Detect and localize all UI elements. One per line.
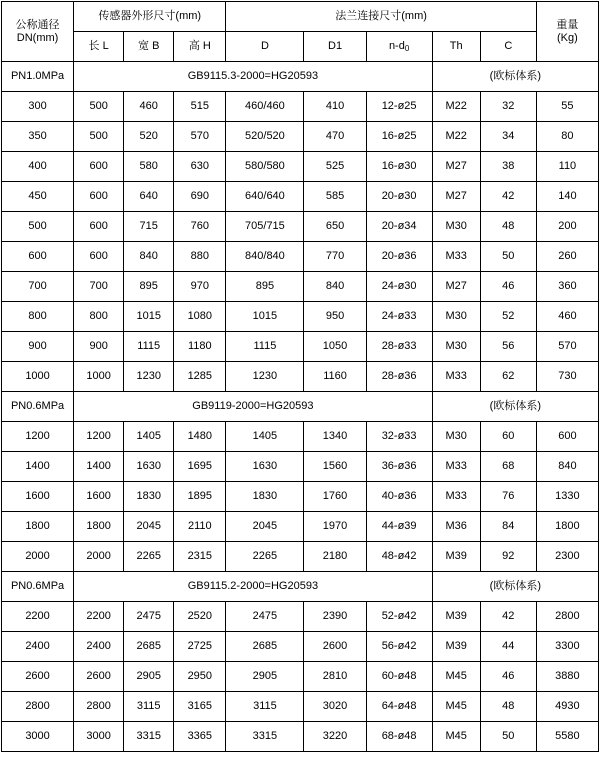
- table-cell: M39: [432, 542, 480, 572]
- table-cell: 525: [304, 152, 366, 182]
- table-cell: 56: [480, 332, 536, 362]
- table-cell: 460/460: [226, 92, 304, 122]
- cell-dn: 2200: [2, 602, 74, 632]
- group-standard-label: GB9115.3-2000=HG20593: [74, 62, 433, 92]
- table-cell: 1015: [226, 302, 304, 332]
- table-row: [2, 302, 599, 332]
- table-cell: 16-ø30: [366, 152, 432, 182]
- table-cell: 52: [480, 302, 536, 332]
- header-dn-line1: 公称通径: [15, 18, 60, 31]
- table-cell: 44: [480, 632, 536, 662]
- table-cell: 3000: [74, 722, 124, 752]
- cell-dn: 450: [2, 182, 74, 212]
- table-cell: 2905: [124, 662, 174, 692]
- table-cell: 880: [174, 242, 226, 272]
- cell-dn: 500: [2, 212, 74, 242]
- table-cell: 2265: [226, 542, 304, 572]
- table-cell: 1480: [174, 422, 226, 452]
- group-pressure-label: PN0.6MPa: [2, 572, 74, 602]
- table-cell: M27: [432, 152, 480, 182]
- table-cell: 950: [304, 302, 366, 332]
- table-cell: 2045: [124, 512, 174, 542]
- table-cell: 2600: [304, 632, 366, 662]
- table-cell: 840/840: [226, 242, 304, 272]
- table-cell: 570: [536, 332, 598, 362]
- specification-table: [1, 1, 599, 752]
- table-cell: 3880: [536, 662, 598, 692]
- table-cell: 68-ø48: [366, 722, 432, 752]
- cell-dn: 2400: [2, 632, 74, 662]
- table-cell: 2810: [304, 662, 366, 692]
- table-cell: M22: [432, 92, 480, 122]
- header-weight-line2: (Kg): [557, 31, 578, 44]
- table-cell: 3115: [226, 692, 304, 722]
- table-row: [2, 242, 599, 272]
- header-group-flange: 法兰连接尺寸(mm): [226, 2, 536, 32]
- table-cell: 840: [536, 452, 598, 482]
- table-cell: 46: [480, 662, 536, 692]
- table-cell: 2180: [304, 542, 366, 572]
- table-cell: 32-ø33: [366, 422, 432, 452]
- table-cell: 640: [124, 182, 174, 212]
- header-d1: D1: [304, 32, 366, 62]
- table-cell: 2300: [536, 542, 598, 572]
- table-cell: 24-ø30: [366, 272, 432, 302]
- cell-dn: 1800: [2, 512, 74, 542]
- table-cell: M33: [432, 482, 480, 512]
- table-cell: 2000: [74, 542, 124, 572]
- table-cell: 3300: [536, 632, 598, 662]
- table-cell: 110: [536, 152, 598, 182]
- table-cell: 760: [174, 212, 226, 242]
- table-cell: 1560: [304, 452, 366, 482]
- table-header: [2, 2, 599, 62]
- table-row: [2, 362, 599, 392]
- header-weight-line1: 重量: [556, 18, 579, 31]
- table-cell: 600: [74, 212, 124, 242]
- table-cell: 630: [174, 152, 226, 182]
- group-standard-label: GB9119-2000=HG20593: [74, 392, 433, 422]
- cell-dn: 350: [2, 122, 74, 152]
- table-cell: 2685: [226, 632, 304, 662]
- table-cell: 16-ø25: [366, 122, 432, 152]
- table-cell: M27: [432, 182, 480, 212]
- table-row: [2, 542, 599, 572]
- table-cell: 840: [304, 272, 366, 302]
- cell-dn: 1400: [2, 452, 74, 482]
- table-cell: 2110: [174, 512, 226, 542]
- table-cell: 520: [124, 122, 174, 152]
- table-row: [2, 92, 599, 122]
- table-cell: M22: [432, 122, 480, 152]
- table-row: [2, 452, 599, 482]
- table-row: [2, 332, 599, 362]
- table-cell: M45: [432, 722, 480, 752]
- table-cell: 50: [480, 722, 536, 752]
- table-cell: 580: [124, 152, 174, 182]
- table-cell: 1405: [124, 422, 174, 452]
- table-cell: 1830: [226, 482, 304, 512]
- table-cell: 640/640: [226, 182, 304, 212]
- table-cell: 1800: [536, 512, 598, 542]
- table-cell: 460: [536, 302, 598, 332]
- table-cell: 3165: [174, 692, 226, 722]
- table-cell: 2950: [174, 662, 226, 692]
- table-cell: 1600: [74, 482, 124, 512]
- table-row: [2, 182, 599, 212]
- table-cell: M27: [432, 272, 480, 302]
- cell-dn: 700: [2, 272, 74, 302]
- table-cell: M33: [432, 452, 480, 482]
- table-cell: 730: [536, 362, 598, 392]
- table-cell: 410: [304, 92, 366, 122]
- table-cell: 2685: [124, 632, 174, 662]
- table-cell: 48: [480, 692, 536, 722]
- table-cell: 24-ø33: [366, 302, 432, 332]
- header-th: Th: [432, 32, 480, 62]
- table-cell: 2520: [174, 602, 226, 632]
- table-cell: 12-ø25: [366, 92, 432, 122]
- table-cell: 1080: [174, 302, 226, 332]
- group-pressure-label: PN1.0MPa: [2, 62, 74, 92]
- table-cell: 500: [74, 92, 124, 122]
- table-cell: 1200: [74, 422, 124, 452]
- table-cell: 5580: [536, 722, 598, 752]
- table-cell: 520/520: [226, 122, 304, 152]
- header-length: 长 L: [74, 32, 124, 62]
- cell-dn: 1200: [2, 422, 74, 452]
- table-row: [2, 632, 599, 662]
- cell-dn: 1600: [2, 482, 74, 512]
- table-cell: M45: [432, 692, 480, 722]
- table-cell: 2905: [226, 662, 304, 692]
- table-cell: 1285: [174, 362, 226, 392]
- table-cell: 55: [536, 92, 598, 122]
- table-cell: M45: [432, 662, 480, 692]
- table-cell: 1340: [304, 422, 366, 452]
- table-cell: 28-ø33: [366, 332, 432, 362]
- table-cell: M39: [432, 632, 480, 662]
- cell-dn: 800: [2, 302, 74, 332]
- table-row: [2, 122, 599, 152]
- table-row: [2, 212, 599, 242]
- table-cell: 570: [174, 122, 226, 152]
- table-cell: 900: [74, 332, 124, 362]
- table-cell: 84: [480, 512, 536, 542]
- group-pressure-label: PN0.6MPa: [2, 392, 74, 422]
- table-cell: 360: [536, 272, 598, 302]
- table-cell: 895: [124, 272, 174, 302]
- table-cell: M30: [432, 332, 480, 362]
- table-cell: 470: [304, 122, 366, 152]
- table-cell: M39: [432, 602, 480, 632]
- table-cell: 42: [480, 182, 536, 212]
- table-cell: 48: [480, 212, 536, 242]
- table-cell: 1180: [174, 332, 226, 362]
- table-cell: 60-ø48: [366, 662, 432, 692]
- table-cell: 2800: [74, 692, 124, 722]
- table-row: [2, 512, 599, 542]
- table-cell: 1330: [536, 482, 598, 512]
- header-group-sensor: 传感器外形尺寸(mm): [74, 2, 226, 32]
- table-cell: 44-ø39: [366, 512, 432, 542]
- table-cell: 1895: [174, 482, 226, 512]
- table-cell: 1050: [304, 332, 366, 362]
- table-row: [2, 662, 599, 692]
- cell-dn: 2800: [2, 692, 74, 722]
- table-cell: 460: [124, 92, 174, 122]
- table-cell: 64-ø48: [366, 692, 432, 722]
- cell-dn: 3000: [2, 722, 74, 752]
- header-nd0-text: n-d: [388, 39, 405, 52]
- header-c: C: [480, 32, 536, 62]
- table-cell: 500: [74, 122, 124, 152]
- table-cell: 2200: [74, 602, 124, 632]
- table-cell: 1970: [304, 512, 366, 542]
- table-cell: 52-ø42: [366, 602, 432, 632]
- table-cell: 650: [304, 212, 366, 242]
- table-row: [2, 422, 599, 452]
- cell-dn: 600: [2, 242, 74, 272]
- table-cell: 40-ø36: [366, 482, 432, 512]
- table-cell: 32: [480, 92, 536, 122]
- table-cell: 1115: [226, 332, 304, 362]
- table-cell: 3315: [124, 722, 174, 752]
- table-cell: 1830: [124, 482, 174, 512]
- table-cell: 34: [480, 122, 536, 152]
- table-row: [2, 602, 599, 632]
- cell-dn: 1000: [2, 362, 74, 392]
- table-body: [2, 62, 599, 752]
- table-cell: 895: [226, 272, 304, 302]
- table-cell: 2475: [226, 602, 304, 632]
- cell-dn: 2600: [2, 662, 74, 692]
- table-cell: 2400: [74, 632, 124, 662]
- table-row: [2, 272, 599, 302]
- table-row: [2, 152, 599, 182]
- table-cell: 1015: [124, 302, 174, 332]
- table-cell: 62: [480, 362, 536, 392]
- table-cell: 3315: [226, 722, 304, 752]
- table-cell: 1630: [226, 452, 304, 482]
- table-cell: 600: [74, 182, 124, 212]
- table-cell: 56-ø42: [366, 632, 432, 662]
- table-cell: 600: [74, 152, 124, 182]
- table-cell: 200: [536, 212, 598, 242]
- group-header-row: [2, 62, 599, 92]
- table-cell: 1695: [174, 452, 226, 482]
- table-cell: 690: [174, 182, 226, 212]
- table-cell: 3020: [304, 692, 366, 722]
- table-cell: 42: [480, 602, 536, 632]
- table-cell: 1405: [226, 422, 304, 452]
- table-cell: 38: [480, 152, 536, 182]
- table-cell: 1760: [304, 482, 366, 512]
- cell-dn: 900: [2, 332, 74, 362]
- cell-dn: 300: [2, 92, 74, 122]
- table-cell: 2315: [174, 542, 226, 572]
- table-cell: 76: [480, 482, 536, 512]
- table-cell: 68: [480, 452, 536, 482]
- table-cell: M30: [432, 212, 480, 242]
- table-cell: 140: [536, 182, 598, 212]
- table-cell: 3115: [124, 692, 174, 722]
- table-cell: 2800: [536, 602, 598, 632]
- header-d: D: [226, 32, 304, 62]
- table-cell: 2045: [226, 512, 304, 542]
- group-system-label: (欧标体系): [432, 62, 598, 92]
- table-cell: M33: [432, 242, 480, 272]
- table-cell: 3220: [304, 722, 366, 752]
- header-width: 宽 B: [124, 32, 174, 62]
- group-standard-label: GB9115.2-2000=HG20593: [74, 572, 433, 602]
- table-cell: 970: [174, 272, 226, 302]
- table-cell: 50: [480, 242, 536, 272]
- table-cell: 770: [304, 242, 366, 272]
- table-cell: 48-ø42: [366, 542, 432, 572]
- table-cell: 700: [74, 272, 124, 302]
- table-cell: 515: [174, 92, 226, 122]
- table-cell: 715: [124, 212, 174, 242]
- table-cell: 1400: [74, 452, 124, 482]
- table-cell: 3365: [174, 722, 226, 752]
- table-row: [2, 692, 599, 722]
- table-cell: 2265: [124, 542, 174, 572]
- table-cell: 1160: [304, 362, 366, 392]
- table-cell: 800: [74, 302, 124, 332]
- table-cell: 840: [124, 242, 174, 272]
- header-dn-line2: DN(mm): [16, 31, 59, 44]
- table-cell: 1115: [124, 332, 174, 362]
- table-cell: 1230: [226, 362, 304, 392]
- table-cell: 580/580: [226, 152, 304, 182]
- table-cell: 2475: [124, 602, 174, 632]
- table-cell: M36: [432, 512, 480, 542]
- table-cell: 1000: [74, 362, 124, 392]
- table-cell: 1800: [74, 512, 124, 542]
- table-cell: 585: [304, 182, 366, 212]
- table-cell: 600: [74, 242, 124, 272]
- table-row: [2, 482, 599, 512]
- header-height: 高 H: [174, 32, 226, 62]
- group-system-label: (欧标体系): [432, 392, 598, 422]
- table-cell: 20-ø34: [366, 212, 432, 242]
- header-nd0-subscript: 0: [404, 43, 410, 53]
- table-cell: 36-ø36: [366, 452, 432, 482]
- table-cell: 28-ø36: [366, 362, 432, 392]
- table-cell: 1630: [124, 452, 174, 482]
- group-system-label: (欧标体系): [432, 572, 598, 602]
- table-cell: M33: [432, 362, 480, 392]
- cell-dn: 400: [2, 152, 74, 182]
- table-cell: 60: [480, 422, 536, 452]
- table-cell: M30: [432, 302, 480, 332]
- table-cell: 260: [536, 242, 598, 272]
- table-cell: 80: [536, 122, 598, 152]
- cell-dn: 2000: [2, 542, 74, 572]
- table-cell: 4930: [536, 692, 598, 722]
- header-weight: [536, 2, 598, 62]
- table-cell: 2390: [304, 602, 366, 632]
- table-cell: M30: [432, 422, 480, 452]
- header-dn: [2, 2, 74, 62]
- header-nd0: [366, 32, 432, 62]
- table-cell: 2725: [174, 632, 226, 662]
- table-cell: 46: [480, 272, 536, 302]
- table-cell: 1230: [124, 362, 174, 392]
- table-row: [2, 722, 599, 752]
- group-header-row: [2, 392, 599, 422]
- group-header-row: [2, 572, 599, 602]
- table-cell: 20-ø36: [366, 242, 432, 272]
- table-cell: 600: [536, 422, 598, 452]
- table-cell: 2600: [74, 662, 124, 692]
- table-cell: 20-ø30: [366, 182, 432, 212]
- table-cell: 705/715: [226, 212, 304, 242]
- table-cell: 92: [480, 542, 536, 572]
